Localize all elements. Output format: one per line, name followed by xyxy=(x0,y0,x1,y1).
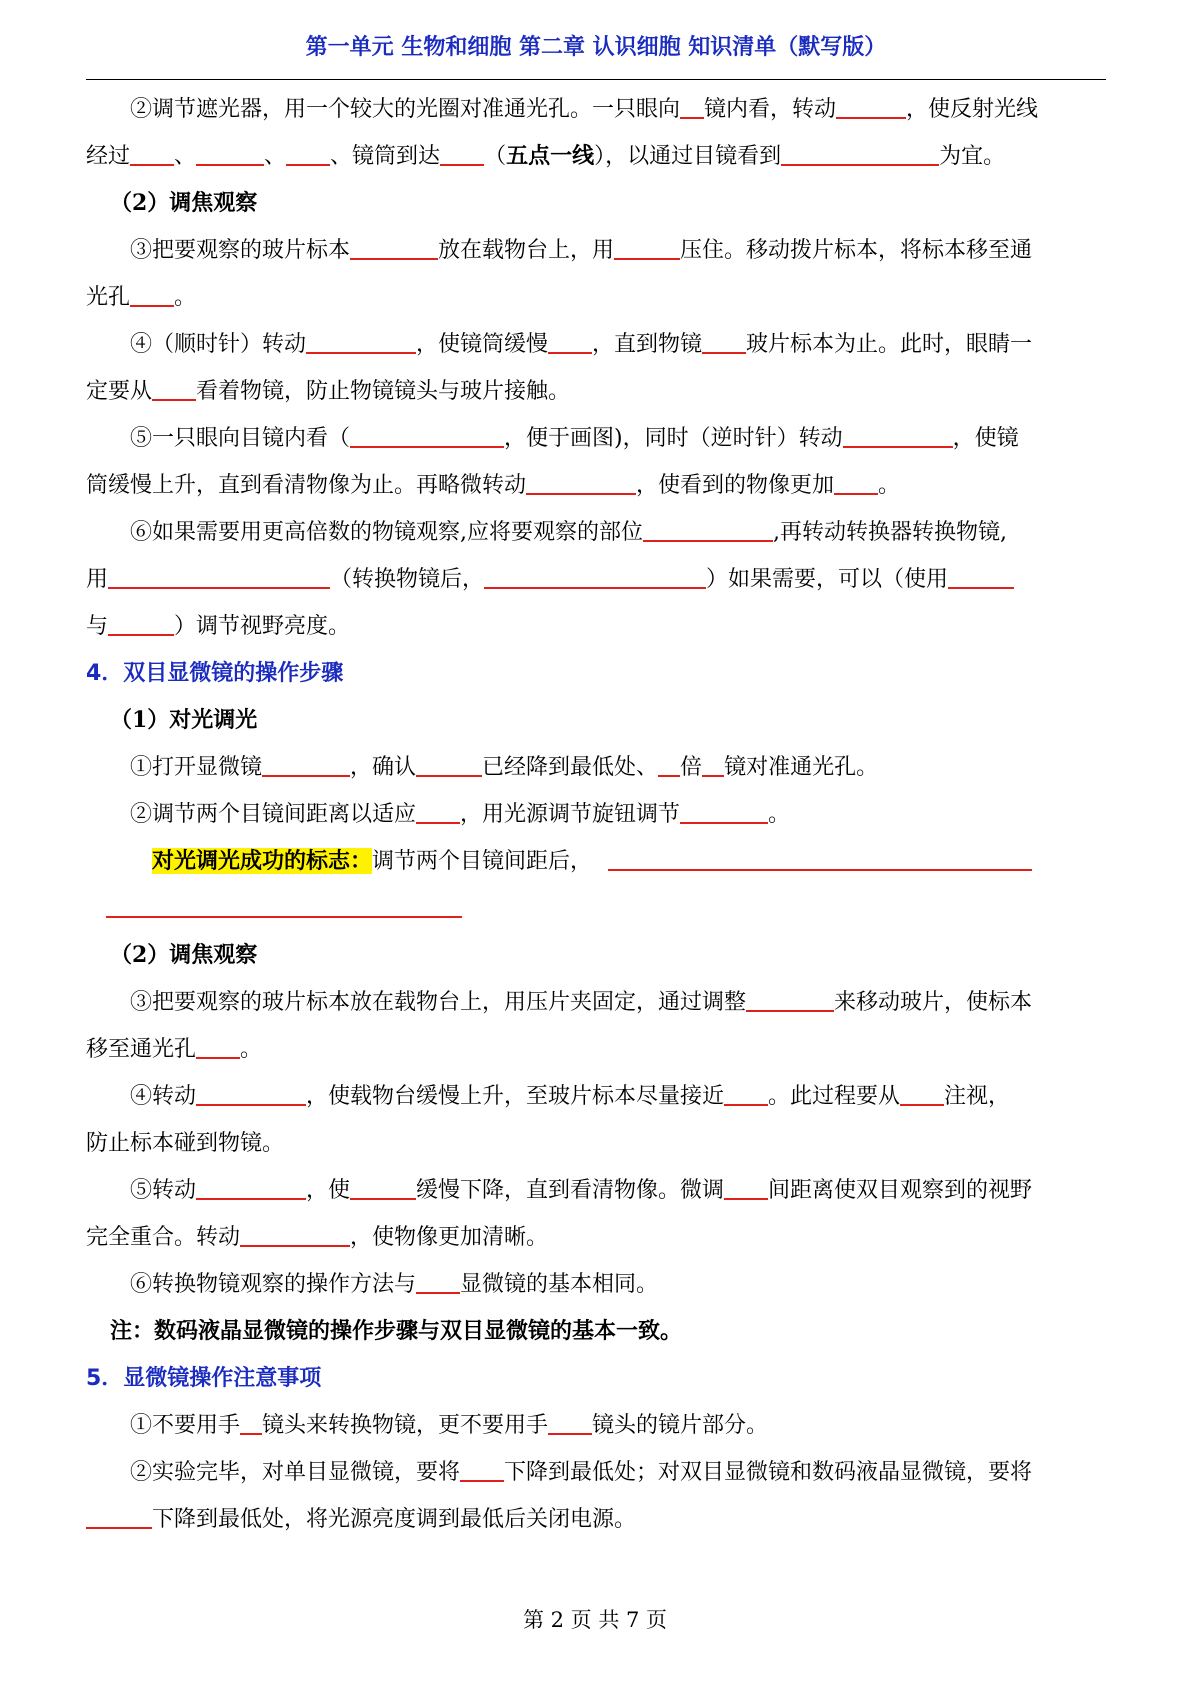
binocular-step-4-paragraph: ④转动 ，使载物台缓慢上升，至玻片标本尽量接近 。此过程要从 注视， 防止标本碰到物镜。 xyxy=(86,1084,1011,1156)
light-success-mark-continuation xyxy=(86,885,1106,932)
page-number-footer: 第 2 页 共 7 页 xyxy=(522,1608,668,1632)
step-5-paragraph: ⑤一只眼向目镜内看（ ，便于画图)，同时（逆时针）转动 ，使镜 筒缓慢上升，直到看清物像为止。再略微转动 ，使看到的物像更加 。 xyxy=(86,426,1019,498)
document-body xyxy=(86,86,1106,1543)
section-5-title: 5．显微镜操作注意事项 xyxy=(86,1366,322,1391)
fill-blank[interactable] xyxy=(680,95,704,119)
fill-blank[interactable] xyxy=(108,612,174,636)
step-6-paragraph: ⑥如果需要用更高倍数的物镜观察,应将要观察的部位 ,再转动转换器转换物镜, 用 （转换物镜后， ）如果需要，可以（使用 与 ）调节视野亮度。 xyxy=(86,509,1106,650)
caution-1-paragraph: ①不要用手 镜头来转换物镜，更不要用手 镜头的镜片部分。 xyxy=(130,1413,769,1438)
fill-blank[interactable] xyxy=(836,95,906,119)
binocular-step-1-paragraph: ①打开显微镜 ，确认 已经降到最低处、 倍 镜对准通光孔。 xyxy=(130,755,879,780)
fill-blank[interactable] xyxy=(86,1505,152,1529)
fill-blank[interactable] xyxy=(108,565,330,589)
fill-blank[interactable] xyxy=(130,283,174,307)
caution-2-paragraph: ②实验完毕，对单目显微镜，要将 下降到最低处；对双目显微镜和数码液晶显微镜，要将 下降到最低处，将光源亮度调到最低后关闭电源。 xyxy=(86,1449,1106,1543)
header-rule xyxy=(86,79,1106,80)
fill-blank[interactable] xyxy=(440,142,484,166)
fill-blank[interactable] xyxy=(614,236,680,260)
fill-blank[interactable] xyxy=(843,424,953,448)
fill-blank[interactable] xyxy=(196,1035,240,1059)
fill-blank[interactable] xyxy=(416,1270,460,1294)
fill-blank[interactable] xyxy=(350,424,504,448)
fill-blank[interactable] xyxy=(724,1176,768,1200)
step-3-paragraph: ③把要观察的玻片标本 放在载物台上，用 压住。移动拨片标本，将标本移至通 光孔 。 xyxy=(86,238,1033,310)
page-header-title: 第一单元 生物和细胞 第二章 认识细胞 知识清单（默写版） xyxy=(305,35,887,60)
fill-blank[interactable] xyxy=(702,330,746,354)
fill-blank[interactable] xyxy=(526,471,636,495)
binocular-step-5-paragraph: ⑤转动 ，使 缓慢下降，直到看清物像。微调 间距离使双目观察到的视野 完全重合。转动 ，使物像更加清晰。 xyxy=(86,1178,1033,1250)
fill-blank[interactable] xyxy=(196,1176,306,1200)
fill-blank[interactable] xyxy=(834,471,878,495)
fill-blank[interactable] xyxy=(460,1458,504,1482)
note-digital-microscope: 注：数码液晶显微镜的操作步骤与双目显微镜的基本一致。 xyxy=(110,1318,683,1344)
binocular-step-3-paragraph: ③把要观察的玻片标本放在载物台上，用压片夹固定，通过调整 来移动玻片，使标本 移至通光孔 。 xyxy=(86,990,1033,1062)
fill-blank[interactable] xyxy=(196,1082,306,1106)
highlighted-label: 对光调光成功的标志： xyxy=(152,848,373,874)
subheading-light-adjust: （1）对光调光 xyxy=(110,707,258,733)
subheading-focus-observation-2: （2）调焦观察 xyxy=(110,942,258,968)
fill-blank[interactable] xyxy=(416,800,460,824)
fill-blank[interactable] xyxy=(152,377,196,401)
fill-blank[interactable] xyxy=(702,753,724,777)
binocular-step-2-paragraph: ②调节两个目镜间距离以适应 ，用光源调节旋钮调节 。 xyxy=(130,802,791,827)
step-4-paragraph: ④（顺时针）转动 ，使镜筒缓慢 ，直到物镜 玻片标本为止。此时，眼睛一 定要从 看着物镜，防止物镜镜头与玻片接触。 xyxy=(86,332,1033,404)
fill-blank[interactable] xyxy=(240,1411,262,1435)
fill-blank[interactable] xyxy=(608,847,1032,871)
fill-blank[interactable] xyxy=(643,518,773,542)
fill-blank[interactable] xyxy=(724,1082,768,1106)
fill-blank[interactable] xyxy=(106,894,462,918)
fill-blank[interactable] xyxy=(240,1223,350,1247)
fill-blank[interactable] xyxy=(350,1176,416,1200)
fill-blank[interactable] xyxy=(262,753,350,777)
fill-blank[interactable] xyxy=(548,1411,592,1435)
fill-blank[interactable] xyxy=(130,142,174,166)
fill-blank[interactable] xyxy=(484,565,706,589)
light-success-mark-paragraph: 对光调光成功的标志：调节两个目镜间距后， xyxy=(86,838,1106,885)
fill-blank[interactable] xyxy=(350,236,438,260)
fill-blank[interactable] xyxy=(286,142,330,166)
fill-blank[interactable] xyxy=(746,988,834,1012)
fill-blank[interactable] xyxy=(416,753,482,777)
subheading-focus-observation: （2）调焦观察 xyxy=(110,190,258,216)
fill-blank[interactable] xyxy=(658,753,680,777)
fill-blank[interactable] xyxy=(680,800,768,824)
binocular-step-6-paragraph: ⑥转换物镜观察的操作方法与 显微镜的基本相同。 xyxy=(130,1272,659,1297)
fill-blank[interactable] xyxy=(948,565,1014,589)
fill-blank[interactable] xyxy=(900,1082,944,1106)
section-4-title: 4．双目显微镜的操作步骤 xyxy=(86,661,344,686)
fill-blank[interactable] xyxy=(548,330,592,354)
fill-blank[interactable] xyxy=(196,142,264,166)
fill-blank[interactable] xyxy=(781,142,939,166)
fill-blank[interactable] xyxy=(306,330,416,354)
step-2-light-paragraph: ②调节遮光器，用一个较大的光圈对准通光孔。一只眼向 镜内看，转动 ，使反射光线 经过 、 、 、镜筒到达 （五点一线），以通过目镜看到 为宜。 xyxy=(86,97,1039,169)
